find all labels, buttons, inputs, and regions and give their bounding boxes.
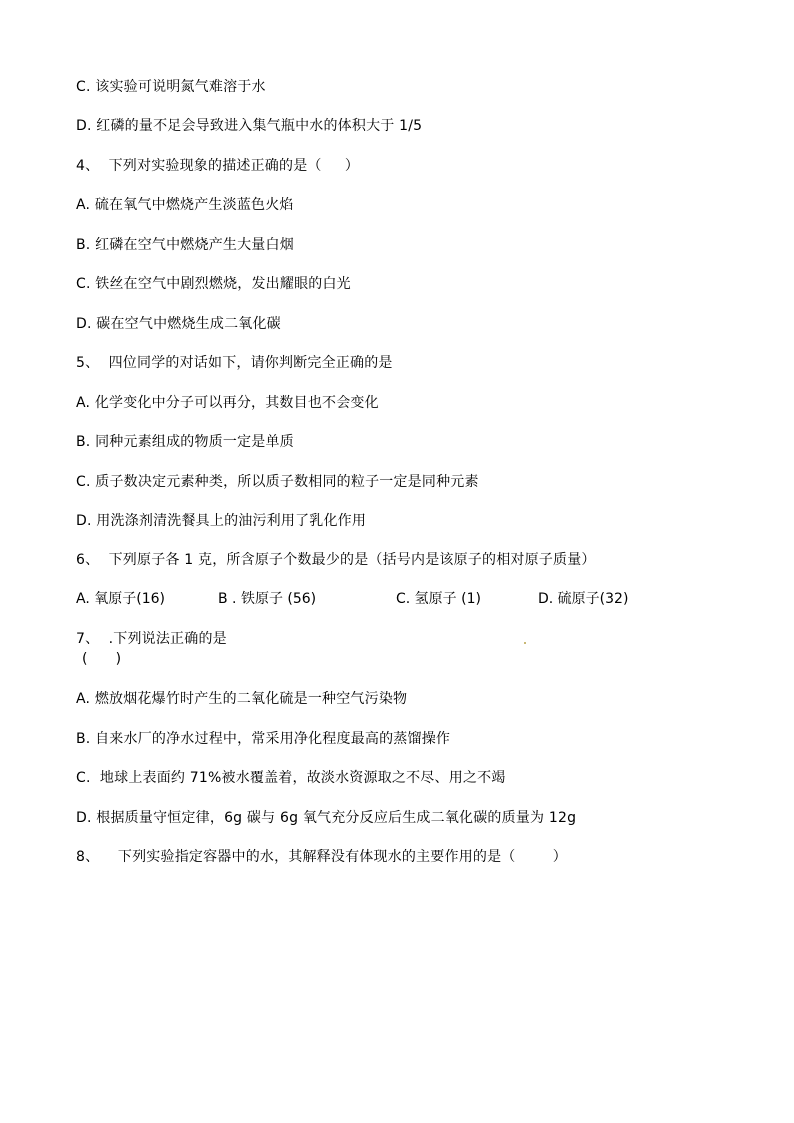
question-7-option-a: A. 燃放烟花爆竹时产生的二氧化硫是一种空气污染物: [76, 691, 408, 707]
stray-dot-mark: [524, 642, 526, 644]
option-d-line: D. 红磷的量不足会导致进入集气瓶中水的体积大于 1/5: [76, 118, 423, 134]
question-4-option-a: A. 硫在氧气中燃烧产生淡蓝色火焰: [76, 197, 294, 213]
question-7-option-d: D. 根据质量守恒定律，6g 碳与 6g 氧气充分反应后生成二氧化碳的质量为 12g: [76, 810, 577, 826]
question-5-option-c: C. 质子数决定元素种类，所以质子数相同的粒子一定是同种元素: [76, 474, 479, 490]
question-4-option-c: C. 铁丝在空气中剧烈燃烧，发出耀眼的白光: [76, 276, 351, 292]
question-7-option-b: B. 自来水厂的净水过程中，常采用净化程度最高的蒸馏操作: [76, 731, 451, 747]
question-6-options: [76, 590, 716, 608]
question-5-option-a: A. 化学变化中分子可以再分，其数目也不会变化: [76, 395, 379, 411]
question-7-answer-parentheses: ( ): [82, 651, 122, 667]
question-6-option-b: B . 铁原子 (56): [218, 591, 317, 607]
question-5: 5、 四位同学的对话如下，请你判断完全正确的是: [76, 355, 393, 371]
question-8: 8、 下列实验指定容器中的水，其解释没有体现水的主要作用的是（ ）: [76, 849, 567, 865]
question-7-option-c: C. 地球上表面约 71%被水覆盖着，故淡水资源取之不尽、用之不竭: [76, 770, 506, 786]
question-4-option-b: B. 红磷在空气中燃烧产生大量白烟: [76, 237, 294, 253]
option-c-line: C. 该实验可说明氮气难溶于水: [76, 79, 266, 95]
question-6-option-d: D. 硫原子(32): [538, 591, 629, 607]
question-6: 6、 下列原子各 1 克，所含原子个数最少的是（括号内是该原子的相对原子质量）: [76, 552, 596, 568]
question-4: 4、 下列对实验现象的描述正确的是（ ）: [76, 158, 360, 174]
question-6-option-a: A. 氧原子(16): [76, 591, 165, 607]
question-7: 7、 .下列说法正确的是: [76, 631, 227, 647]
question-4-option-d: D. 碳在空气中燃烧生成二氧化碳: [76, 316, 281, 332]
question-6-option-c: C. 氢原子 (1): [396, 591, 481, 607]
question-5-option-d: D. 用洗涤剂清洗餐具上的油污利用了乳化作用: [76, 513, 367, 529]
question-5-option-b: B. 同种元素组成的物质一定是单质: [76, 434, 294, 450]
